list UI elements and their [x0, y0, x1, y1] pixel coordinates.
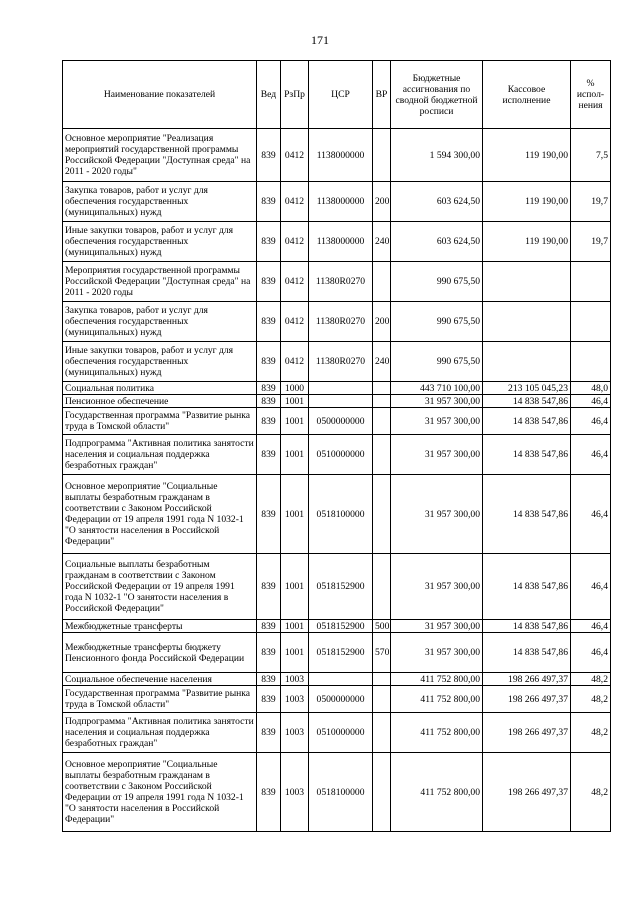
- table-row: [63, 222, 611, 262]
- cell-csr: 0518100000: [309, 475, 373, 554]
- cell-ved: 839: [257, 342, 281, 382]
- cell-name: Иные закупки товаров, работ и услуг для обеспечения государственных (муниципальных) нужд: [63, 222, 257, 262]
- cell-cash: [483, 262, 571, 302]
- cell-name: Подпрограмма "Активная политика занятости населения и социальная поддержка безработных граждан": [63, 435, 257, 475]
- cell-budget: 990 675,50: [391, 302, 483, 342]
- cell-cash: 14 838 547,86: [483, 633, 571, 673]
- cell-ved: 839: [257, 129, 281, 182]
- cell-csr: 11380R0270: [309, 262, 373, 302]
- cell-csr: 0518152900: [309, 620, 373, 633]
- cell-csr: [309, 673, 373, 686]
- cell-rzpr: 1003: [281, 753, 309, 832]
- cell-vr: [373, 753, 391, 832]
- header-vr: ВР: [373, 61, 391, 129]
- table-row: [63, 129, 611, 182]
- header-ved: Вед: [257, 61, 281, 129]
- cell-vr: [373, 395, 391, 408]
- page-number: 171: [311, 33, 329, 47]
- cell-budget: 990 675,50: [391, 262, 483, 302]
- cell-budget: 1 594 300,00: [391, 129, 483, 182]
- cell-csr: 0518152900: [309, 554, 373, 620]
- cell-rzpr: 1001: [281, 395, 309, 408]
- cell-rzpr: 0412: [281, 262, 309, 302]
- table-row: [63, 182, 611, 222]
- cell-csr: 1138000000: [309, 222, 373, 262]
- cell-rzpr: 1003: [281, 686, 309, 713]
- cell-rzpr: 1001: [281, 633, 309, 673]
- cell-pct: 19,7: [571, 222, 611, 262]
- table-row: [63, 262, 611, 302]
- cell-pct: [571, 302, 611, 342]
- cell-csr: 0500000000: [309, 686, 373, 713]
- cell-budget: 411 752 800,00: [391, 673, 483, 686]
- cell-name: Межбюджетные трансферты: [63, 620, 257, 633]
- cell-cash: [483, 302, 571, 342]
- cell-budget: 31 957 300,00: [391, 475, 483, 554]
- cell-ved: 839: [257, 633, 281, 673]
- cell-cash: 14 838 547,86: [483, 475, 571, 554]
- cell-ved: 839: [257, 382, 281, 395]
- cell-vr: [373, 686, 391, 713]
- cell-csr: 0518152900: [309, 633, 373, 673]
- cell-pct: 19,7: [571, 182, 611, 222]
- cell-vr: 500: [373, 620, 391, 633]
- cell-ved: 839: [257, 686, 281, 713]
- cell-csr: 0518100000: [309, 753, 373, 832]
- cell-vr: 570: [373, 633, 391, 673]
- cell-vr: 200: [373, 182, 391, 222]
- cell-ved: 839: [257, 182, 281, 222]
- cell-budget: 31 957 300,00: [391, 408, 483, 435]
- cell-csr: 0510000000: [309, 713, 373, 753]
- table-row: [63, 686, 611, 713]
- cell-name: Основное мероприятие "Социальные выплаты безработным гражданам в соответствии с Законом Российской Федерации от 19 апреля 1991 года N 1032-1 "О занятости населения в Российской Федерации": [63, 753, 257, 832]
- cell-name: Социальные выплаты безработным гражданам в соответствии с Законом Российской Федерации от 19 апреля 1991 года N 1032-1 "О занятости населения в Российской Федерации": [63, 554, 257, 620]
- table-row: [63, 620, 611, 633]
- cell-cash: 198 266 497,37: [483, 686, 571, 713]
- cell-budget: 411 752 800,00: [391, 753, 483, 832]
- cell-ved: 839: [257, 620, 281, 633]
- cell-rzpr: 0412: [281, 129, 309, 182]
- cell-ved: 839: [257, 475, 281, 554]
- cell-vr: [373, 713, 391, 753]
- cell-cash: 14 838 547,86: [483, 620, 571, 633]
- cell-budget: 990 675,50: [391, 342, 483, 382]
- cell-csr: 0510000000: [309, 435, 373, 475]
- cell-rzpr: 1001: [281, 435, 309, 475]
- header-budget: Бюджетные ассигнования по сводной бюджетной росписи: [391, 61, 483, 129]
- cell-name: Основное мероприятие "Социальные выплаты безработным гражданам в соответствии с Законом Российской Федерации от 19 апреля 1991 года N 1032-1 "О занятости населения в Российской Федерации": [63, 475, 257, 554]
- cell-pct: [571, 262, 611, 302]
- table-row: [63, 713, 611, 753]
- cell-rzpr: 1001: [281, 475, 309, 554]
- cell-pct: 46,4: [571, 633, 611, 673]
- cell-budget: 603 624,50: [391, 222, 483, 262]
- cell-name: Государственная программа "Развитие рынка труда в Томской области": [63, 686, 257, 713]
- cell-vr: 240: [373, 342, 391, 382]
- cell-cash: 119 190,00: [483, 222, 571, 262]
- cell-name: Иные закупки товаров, работ и услуг для обеспечения государственных (муниципальных) нужд: [63, 342, 257, 382]
- cell-csr: [309, 395, 373, 408]
- cell-rzpr: 1001: [281, 554, 309, 620]
- header-pct: % испол-нения: [571, 61, 611, 129]
- cell-rzpr: 0412: [281, 222, 309, 262]
- header-name: Наименование показателей: [63, 61, 257, 129]
- cell-budget: 31 957 300,00: [391, 620, 483, 633]
- budget-table: [62, 60, 611, 832]
- cell-budget: 31 957 300,00: [391, 633, 483, 673]
- cell-ved: 839: [257, 554, 281, 620]
- table-row: [63, 408, 611, 435]
- table-row: [63, 435, 611, 475]
- cell-vr: [373, 382, 391, 395]
- cell-cash: 213 105 045,23: [483, 382, 571, 395]
- cell-rzpr: 1003: [281, 673, 309, 686]
- cell-ved: 839: [257, 713, 281, 753]
- table-body: [63, 129, 611, 832]
- table-row: [63, 475, 611, 554]
- cell-csr: 1138000000: [309, 129, 373, 182]
- cell-cash: 198 266 497,37: [483, 753, 571, 832]
- cell-pct: 48,2: [571, 673, 611, 686]
- cell-ved: 839: [257, 262, 281, 302]
- cell-pct: 46,4: [571, 395, 611, 408]
- cell-vr: [373, 262, 391, 302]
- cell-cash: 198 266 497,37: [483, 673, 571, 686]
- cell-name: Социальное обеспечение населения: [63, 673, 257, 686]
- table-row: [63, 633, 611, 673]
- cell-rzpr: 0412: [281, 182, 309, 222]
- table-row: [63, 554, 611, 620]
- cell-ved: 839: [257, 753, 281, 832]
- cell-rzpr: 0412: [281, 302, 309, 342]
- cell-cash: [483, 342, 571, 382]
- cell-ved: 839: [257, 302, 281, 342]
- cell-pct: [571, 342, 611, 382]
- cell-vr: [373, 129, 391, 182]
- cell-ved: 839: [257, 673, 281, 686]
- cell-name: Межбюджетные трансферты бюджету Пенсионного фонда Российской Федерации: [63, 633, 257, 673]
- cell-pct: 46,4: [571, 554, 611, 620]
- header-rzpr: РзПр: [281, 61, 309, 129]
- cell-pct: 48,0: [571, 382, 611, 395]
- cell-rzpr: 1003: [281, 713, 309, 753]
- cell-pct: 48,2: [571, 753, 611, 832]
- cell-pct: 7,5: [571, 129, 611, 182]
- cell-pct: 46,4: [571, 620, 611, 633]
- cell-vr: [373, 435, 391, 475]
- cell-cash: 14 838 547,86: [483, 395, 571, 408]
- cell-cash: 119 190,00: [483, 182, 571, 222]
- cell-cash: 198 266 497,37: [483, 713, 571, 753]
- cell-budget: 603 624,50: [391, 182, 483, 222]
- cell-budget: 443 710 100,00: [391, 382, 483, 395]
- cell-name: Закупка товаров, работ и услуг для обеспечения государственных (муниципальных) нужд: [63, 182, 257, 222]
- cell-pct: 48,2: [571, 713, 611, 753]
- cell-rzpr: 1000: [281, 382, 309, 395]
- cell-name: Пенсионное обеспечение: [63, 395, 257, 408]
- cell-cash: 14 838 547,86: [483, 554, 571, 620]
- cell-budget: 411 752 800,00: [391, 686, 483, 713]
- table-row: [63, 753, 611, 832]
- cell-cash: 119 190,00: [483, 129, 571, 182]
- header-cash: Кассовое исполнение: [483, 61, 571, 129]
- cell-csr: [309, 382, 373, 395]
- cell-pct: 46,4: [571, 475, 611, 554]
- table-row: [63, 382, 611, 395]
- cell-ved: 839: [257, 395, 281, 408]
- cell-vr: 200: [373, 302, 391, 342]
- cell-vr: [373, 475, 391, 554]
- cell-cash: 14 838 547,86: [483, 435, 571, 475]
- cell-csr: 11380R0270: [309, 302, 373, 342]
- cell-cash: 14 838 547,86: [483, 408, 571, 435]
- table-row: [63, 302, 611, 342]
- cell-budget: 411 752 800,00: [391, 713, 483, 753]
- cell-name: Мероприятия государственной программы Российской Федерации "Доступная среда" на 2011 - 2020 годы: [63, 262, 257, 302]
- cell-name: Закупка товаров, работ и услуг для обеспечения государственных (муниципальных) нужд: [63, 302, 257, 342]
- cell-csr: 11380R0270: [309, 342, 373, 382]
- cell-name: Государственная программа "Развитие рынка труда в Томской области": [63, 408, 257, 435]
- cell-name: Социальная политика: [63, 382, 257, 395]
- cell-budget: 31 957 300,00: [391, 435, 483, 475]
- cell-pct: 46,4: [571, 408, 611, 435]
- cell-rzpr: 0412: [281, 342, 309, 382]
- table-header-row: [63, 61, 611, 129]
- cell-vr: [373, 673, 391, 686]
- cell-csr: 1138000000: [309, 182, 373, 222]
- cell-budget: 31 957 300,00: [391, 395, 483, 408]
- cell-vr: 240: [373, 222, 391, 262]
- cell-ved: 839: [257, 222, 281, 262]
- cell-vr: [373, 408, 391, 435]
- cell-name: Подпрограмма "Активная политика занятости населения и социальная поддержка безработных граждан": [63, 713, 257, 753]
- cell-rzpr: 1001: [281, 408, 309, 435]
- table-row: [63, 342, 611, 382]
- table-row: [63, 395, 611, 408]
- cell-rzpr: 1001: [281, 620, 309, 633]
- cell-name: Основное мероприятие "Реализация мероприятий государственной программы Российской Федерации "Доступная среда" на 2011 - 2020 годы": [63, 129, 257, 182]
- cell-ved: 839: [257, 408, 281, 435]
- cell-pct: 46,4: [571, 435, 611, 475]
- cell-budget: 31 957 300,00: [391, 554, 483, 620]
- table-row: [63, 673, 611, 686]
- cell-vr: [373, 554, 391, 620]
- header-csr: ЦСР: [309, 61, 373, 129]
- cell-pct: 48,2: [571, 686, 611, 713]
- cell-ved: 839: [257, 435, 281, 475]
- cell-csr: 0500000000: [309, 408, 373, 435]
